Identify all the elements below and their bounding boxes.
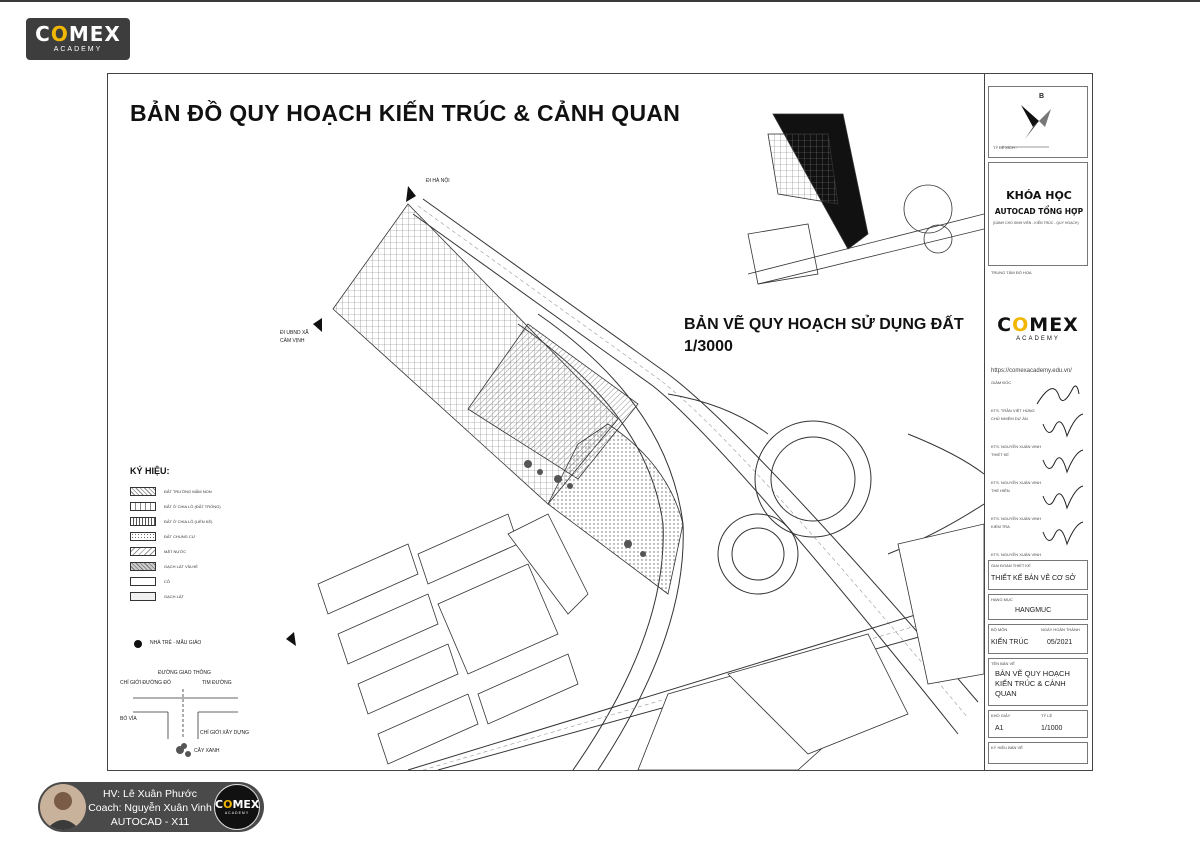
- phase-label: GIAI ĐOẠN THIẾT KẾ: [991, 563, 1031, 568]
- titleblock-logo: [991, 314, 1085, 342]
- host-name: KTS. NGUYỄN XUÂN VINH: [991, 444, 1042, 449]
- inset-scale: 1/3000: [684, 338, 733, 355]
- legend-item: ĐẤT CHUNG CƯ: [130, 529, 250, 544]
- top-rule: [0, 0, 1200, 2]
- category-value: HANGMUC: [1015, 607, 1052, 614]
- north-arrow-cell: [988, 86, 1088, 158]
- website: https://comexacademy.edu.vn/: [991, 368, 1072, 374]
- drawing-sheet: [107, 73, 1093, 771]
- design-name: KTS. NGUYỄN XUÂN VINH: [991, 480, 1042, 485]
- legend-build-line: CHỈ GIỚI XÂY DỰNG: [200, 730, 250, 736]
- drawing-name-label: TÊN BẢN VẼ: [991, 661, 1015, 666]
- signature-draw: [1039, 482, 1085, 516]
- legend-trees-label: CÂY XANH: [194, 748, 220, 754]
- coach-name: Coach: Nguyễn Xuân Vinh: [88, 802, 212, 814]
- circle-logo: [214, 784, 260, 830]
- signature-host: [1039, 410, 1085, 444]
- student-badge: [38, 782, 264, 832]
- drawing-name-line2: KIẾN TRÚC & CẢNH: [995, 679, 1066, 688]
- signature-director: [1033, 374, 1083, 414]
- ratio-label: TỶ LỆ: [1041, 713, 1053, 718]
- avatar: [40, 784, 86, 830]
- size-ratio-cell: [988, 710, 1088, 738]
- course-sub: (DÀNH CHO SINH VIÊN - KIẾN TRÚC - QUY HOẠCH): [993, 221, 1079, 225]
- size-value: A1: [995, 725, 1004, 732]
- title-block: [984, 74, 1092, 770]
- legend-item: GẠCH LÁT VỈA HÈ: [130, 559, 250, 574]
- phase-cell: [988, 560, 1088, 590]
- course-cell: [988, 162, 1088, 266]
- legend-item: GẠCH LÁT: [130, 589, 250, 604]
- inset-title: [684, 314, 964, 358]
- category-cell: [988, 594, 1088, 620]
- ratio-value: 1/1000: [1041, 725, 1063, 732]
- legend-dot-icon: [134, 640, 142, 648]
- drawing-name-cell: [988, 658, 1088, 706]
- course-line1: KHÓA HỌC: [1006, 189, 1072, 202]
- titleblock-wordmark: COMEX: [997, 314, 1079, 336]
- sheet-no-label: KÝ HIỆU BẢN VẼ: [991, 745, 1023, 750]
- left-parcels: [318, 514, 588, 764]
- titleblock-logo-sub: ACADEMY: [1016, 336, 1060, 342]
- logo-wordmark: COMEX: [35, 22, 121, 46]
- sheet-no-cell: [988, 742, 1088, 764]
- draw-name: KTS. NGUYỄN XUÂN VINH: [991, 516, 1042, 521]
- legend-item: CỎ: [130, 574, 250, 589]
- inset-map: [748, 114, 984, 284]
- avatar-icon: [40, 784, 86, 830]
- circle-logo-wordmark: COMEX: [215, 798, 260, 811]
- legend-title: KÝ HIỆU:: [130, 466, 170, 476]
- sheet-title: BẢN ĐỒ QUY HOẠCH KIẾN TRÚC & CẢNH QUAN: [130, 100, 681, 126]
- design-label: THIẾT KẾ: [991, 452, 1009, 457]
- signature-design: [1039, 446, 1085, 480]
- site-plan-drawing: [108, 74, 984, 770]
- dept-value: KIẾN TRÚC: [991, 639, 1029, 646]
- phase-value: THIẾT KẾ BẢN VẼ CƠ SỞ: [991, 575, 1076, 582]
- label-cam-vinh: CẨM VỊNH: [280, 338, 305, 344]
- dept-date-cell: [988, 624, 1088, 654]
- label-to-hanoi: ĐI HÀ NỘI: [426, 178, 450, 184]
- drawing-name-line3: QUAN: [995, 689, 1017, 698]
- legend-road-title: ĐƯỜNG GIAO THÔNG: [158, 670, 211, 676]
- circle-logo-sub: ACADEMY: [224, 811, 250, 815]
- drawing-name-value: [995, 669, 1070, 699]
- director-label: GIÁM ĐỐC: [991, 380, 1012, 385]
- comex-logo-badge: [26, 18, 130, 60]
- legend: [130, 466, 250, 604]
- host-label: CHỦ NHIỆM DỰ ÁN: [991, 416, 1028, 421]
- label-to-ubnd: ĐI UBND XÃ: [280, 330, 309, 336]
- legend-road-edge: CHỈ GIỚI ĐƯỜNG ĐỎ: [120, 680, 171, 686]
- scale-label: TỶ LỆ XÍCH :: [993, 145, 1018, 150]
- inset-title-text: BẢN VẼ QUY HOẠCH SỬ DỤNG ĐẤT: [684, 316, 964, 333]
- student-info: [88, 787, 212, 829]
- center-label: TRUNG TÂM ĐỒ HỌA: [991, 270, 1032, 275]
- student-name: HV: Lê Xuân Phước: [102, 788, 198, 800]
- check-name: KTS. NGUYỄN XUÂN VINH: [991, 552, 1042, 557]
- legend-tree-label: NHÀ TRẺ - MẪU GIÁO: [150, 640, 202, 646]
- course-line2: AUTOCAD TỔNG HỢP: [994, 207, 1084, 216]
- legend-road-center: TIM ĐƯỜNG: [202, 680, 232, 686]
- north-label: B: [1039, 93, 1045, 100]
- logo-subtitle: ACADEMY: [53, 46, 103, 53]
- director-name: KTS. TRẦN VIỆT HÙNG: [991, 408, 1035, 413]
- legend-item: ĐẤT TRƯỜNG MẦM NON: [130, 484, 250, 499]
- date-label: NGÀY HOÀN THÀNH: [1041, 627, 1080, 632]
- legend-item: ĐẤT Ở CHIA LÔ (ĐẤT TRỐNG): [130, 499, 250, 514]
- drawing-name-line1: BẢN VẼ QUY HOẠCH: [995, 669, 1070, 678]
- legend-item: ĐẤT Ở CHIA LÔ (LIỀN KỀ): [130, 514, 250, 529]
- draw-label: THỂ HIỆN: [991, 488, 1010, 493]
- check-label: KIỂM TRA: [991, 524, 1010, 529]
- dept-label: BỘ MÔN: [991, 627, 1008, 632]
- legend-sidewalk: BÓ VỈA: [120, 716, 137, 722]
- legend-item: MẶT NƯỚC: [130, 544, 250, 559]
- size-label: KHỔ GIẤY: [991, 713, 1011, 718]
- signature-check: [1039, 518, 1085, 552]
- category-label: HẠNG MỤC: [991, 597, 1013, 602]
- course-code: AUTOCAD - X11: [110, 816, 190, 828]
- date-value: 05/2021: [1047, 639, 1073, 646]
